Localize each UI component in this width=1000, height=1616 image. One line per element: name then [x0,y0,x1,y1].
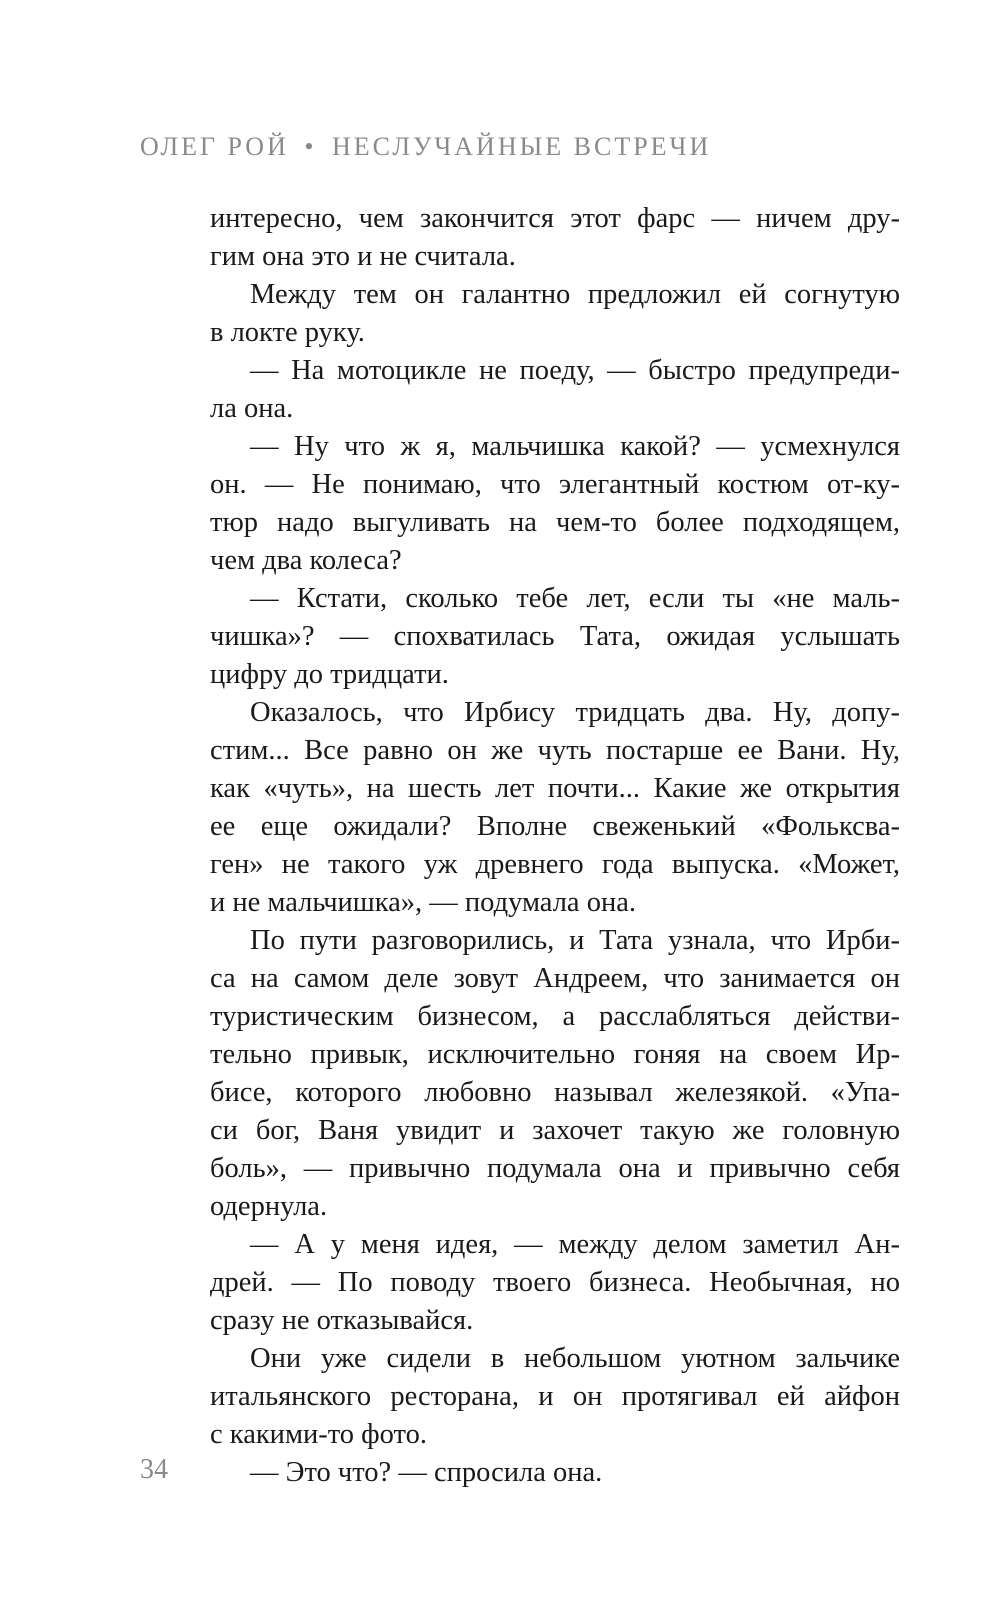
text-line: одернула. [210,1191,328,1222]
text-line: чем два колеса? [210,545,402,576]
text-line: си бог, Ваня увидит и захочет такую же головную [210,1115,900,1146]
text-line: Они уже сидели в небольшом уютном зальчике [250,1343,900,1374]
text-line: Оказалось, что Ирбису тридцать два. Ну, допу- [250,697,900,728]
running-head-separator: • [304,132,317,161]
text-line: тюр надо выгуливать на чем-то более подходящем, [210,507,900,538]
text-line: тельно привык, исключительно гоняя на своем Ир- [210,1039,900,1070]
text-line: ген» не такого уж древнего года выпуска. «Может, [210,849,900,880]
running-head [140,132,711,162]
text-line: бисе, которого любовно называл железякой. «Упа- [210,1077,900,1108]
running-head-title: НЕСЛУЧАЙНЫЕ ВСТРЕЧИ [331,132,712,161]
text-line: и не мальчишка», — подумала она. [210,887,636,918]
text-line: чишка»? — спохватилась Тата, ожидая услышать [210,621,900,652]
text-line: как «чуть», на шесть лет почти... Какие же открытия [210,773,900,804]
text-line: боль», — привычно подумала она и привычно себя [210,1153,900,1184]
text-line: сразу не отказывайся. [210,1305,474,1336]
text-line: — Кстати, сколько тебе лет, если ты «не маль- [250,583,900,614]
body-text [210,200,900,1492]
text-line: ла она. [210,393,294,424]
text-line: стим... Все равно он же чуть постарше ее Вани. Ну, [210,735,900,766]
text-line: цифру до тридцати. [210,659,449,690]
text-line: ее еще ожидали? Вполне свеженький «Фольксва- [210,811,900,842]
text-line: интересно, чем закончится этот фарс — ничем дру- [210,203,900,234]
text-line: Между тем он галантно предложил ей согнутую [250,279,900,310]
text-line: — Это что? — спросила она. [250,1457,603,1488]
text-line: По пути разговорились, и Тата узнала, что Ирби- [250,925,900,956]
text-line: — А у меня идея, — между делом заметил Ан- [250,1229,900,1260]
text-line: он. — Не понимаю, что элегантный костюм от-ку- [210,469,900,500]
text-line: туристическим бизнесом, а расслабляться действи- [210,1001,900,1032]
text-line: итальянского ресторана, и он протягивал ей айфон [210,1381,900,1412]
text-line: с какими-то фото. [210,1419,427,1450]
text-line: са на самом деле зовут Андреем, что занимается он [210,963,900,994]
text-line: дрей. — По поводу твоего бизнеса. Необычная, но [210,1267,900,1298]
page-number: 34 [140,1454,168,1485]
text-line: — Ну что ж я, мальчишка какой? — усмехнулся [250,431,900,462]
text-line: гим она это и не считала. [210,241,516,272]
text-line: в локте руку. [210,317,365,348]
running-head-author: ОЛЕГ РОЙ [140,132,289,161]
text-line: — На мотоцикле не поеду, — быстро предупреди- [250,355,900,386]
